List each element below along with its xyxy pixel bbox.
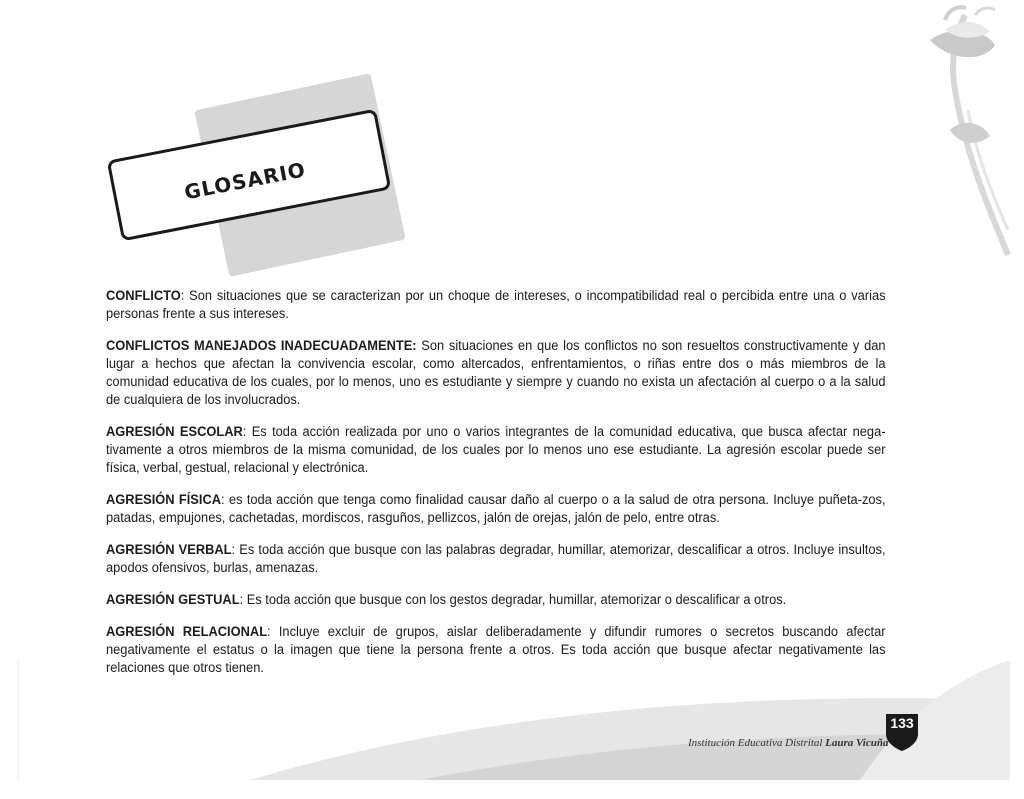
glossary-definition: Es toda acción que busque con las palabras degradar, humillar, atemorizar, descalificar a otros. Incluye insultos, apodos ofensivos, burlas, amenazas. [106,542,886,575]
glossary-definition: es toda acción que tenga como finalidad causar daño al cuerpo o a la salud de otra persona. Incluye puñeta-zos, patadas, empujones, cachetadas, mordiscos, rasguños, pellizcos, jalón de orejas, jalón de pelo, entre otras. [106,492,886,525]
glossary-term: AGRESIÓN VERBAL [106,542,232,557]
glossary-entry-agresion-gestual: AGRESIÓN GESTUAL: Es toda acción que busque con los gestos degradar, humillar, atemorizar o descalificar a otros. [106,592,787,607]
page-title: GLOSARIO [182,157,308,205]
glossary-entry-agresion-verbal: AGRESIÓN VERBAL: Es toda acción que busque con las palabras degradar, humillar, atemorizar, descalificar a otros. Incluye insultos, apodos ofensivos, burlas, amenazas. [106,542,886,575]
glossary-term: CONFLICTO [106,288,181,303]
glossary-entry-agresion-escolar: AGRESIÓN ESCOLAR: Es toda acción realizada por uno o varios integrantes de la comunidad educativa, que busca afectar nega-tivamente a otros miembros de la misma comunidad, de los cuales por lo menos uno ese estudiante. La agresión escolar puede ser física, verbal, gestual, relacional y electrónica. [106,424,886,475]
glossary-definition: Incluye excluir de grupos, aislar deliberadamente y difundir rumores o secretos buscando afectar negativamente el estatus o la imagen que tiene la persona frente a otros. Es toda acción que busque afectar negativamente las relaciones que otros tienen. [106,624,886,675]
glossary-entry-conflicto: CONFLICTO: Son situaciones que se caracterizan por un choque de intereses, o incompatibilidad real o percibida entre una o varias personas frente a sus intereses. [106,288,886,321]
title-block [0,0,1024,280]
glossary-entry-agresion-relacional: AGRESIÓN RELACIONAL: Incluye excluir de grupos, aislar deliberadamente y difundir rumores o secretos buscando afectar negativamente el estatus o la imagen que tiene la persona frente a otros. Es toda acción que busque afectar negativamente las relaciones que otros tienen. [106,624,886,675]
page-number: 133 [890,715,914,731]
glossary-definition: Son situaciones en que los conflictos no son resueltos constructivamente y dan lugar a hechos que afectan la convivencia escolar, como altercados, enfrentamientos, o riñas entre dos o más miembros de la comunidad educativa de los cuales, por lo menos, uno es estudiante y siempre y cuando no exista un afectación al cuerpo o a la salud de cualquiera de los involucrados. [106,338,886,407]
glossary-definition: Son situaciones que se caracterizan por un choque de intereses, o incompatibilidad real o percibida entre una o varias personas frente a sus intereses. [106,288,886,321]
glossary-term: CONFLICTOS MANEJADOS INADECUADAMENTE: [106,338,417,353]
glossary-entry-conflictos-manejados [106,337,886,409]
glossary-term: AGRESIÓN GESTUAL [106,592,240,607]
footer-institution: Institución Educativa Distrital Laura Vicuña [688,737,889,749]
glossary-definition: Es toda acción realizada por uno o varios integrantes de la comunidad educativa, que busca afectar nega-tivamente a otros miembros de la misma comunidad, de los cuales por lo menos uno ese estudiante. La agresión escolar puede ser física, verbal, gestual, relacional y electrónica. [106,424,886,475]
glossary-term: AGRESIÓN RELACIONAL [106,624,268,639]
institution-name: Laura Vicuña [825,737,889,749]
glossary-term: AGRESIÓN FÍSICA [106,492,222,507]
glossary-entry-agresion-fisica: AGRESIÓN FÍSICA: es toda acción que tenga como finalidad causar daño al cuerpo o a la salud de otra persona. Incluye puñeta-zos, patadas, empujones, cachetadas, mordiscos, rasguños, pellizcos, jalón de orejas, jalón de pelo, entre otras. [106,492,886,525]
glossary-term: AGRESIÓN ESCOLAR [106,424,243,439]
glossary-list [106,287,886,691]
glossary-definition: Es toda acción que busque con los gestos degradar, humillar, atemorizar o descalificar a otros. [243,592,787,607]
